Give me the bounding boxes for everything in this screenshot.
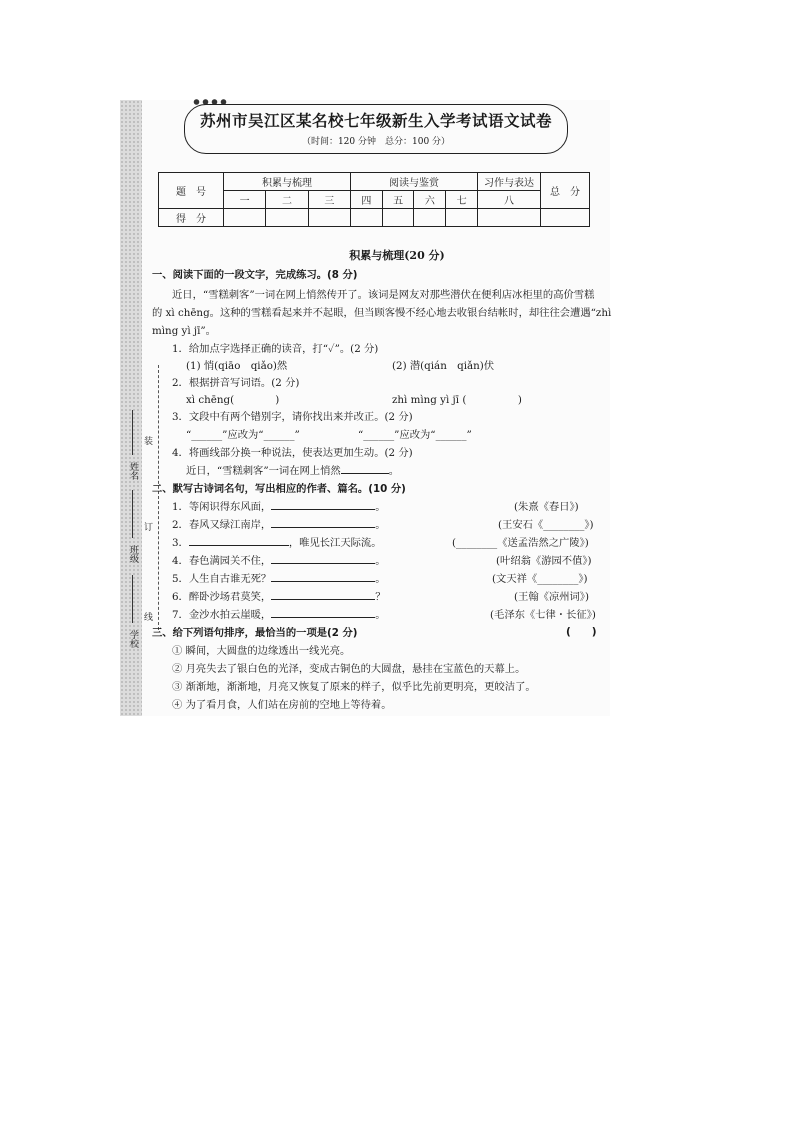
group-accumulation: 积累与梳理 [224,173,351,191]
q-num-2: 二 [266,191,308,209]
q1-passage-line-2: 的 xì chēng。这种的雪糕看起来并不起眼，但当顾客慢不经心地去收银台结帐时，却往往会遭遇“zhì [152,307,612,319]
q2-item-5-source[interactable]: (文天祥《________》) [492,573,588,585]
school-write-line[interactable] [132,575,133,623]
margin-xian: 线 [142,612,152,621]
q2-heading: 二、默写古诗词名句，写出相应的作者、篇名。(10 分) [152,483,406,495]
q2-item-3-text: 3． [172,537,189,549]
q2-item-2-blank[interactable] [271,517,375,528]
score-cell-5[interactable] [382,209,414,227]
q2-item-5 [172,570,386,585]
q3-item-2: ② 月亮失去了银白色的光泽，变成古铜色的大圆盘，悬挂在宝蓝色的天幕上。 [172,663,526,675]
q1-sub1-option-b[interactable]: (2) 潜(qián qiǎn)伏 [392,360,495,372]
q1-sub3-answer-b[interactable]: “______”应改为“______” [358,429,472,441]
margin-zhuang: 装 [142,436,152,445]
q2-item-2-end: 。 [375,519,386,531]
q1-sub4: 4．将画线部分换一种说法，使表达更加生动。(2 分) [172,447,413,459]
score-cell-2[interactable] [266,209,308,227]
q3-heading: 三、给下列语句排序，最恰当的一项是(2 分) [152,627,358,639]
score-cell-4[interactable] [350,209,382,227]
q-num-3: 三 [308,191,350,209]
q2-item-7-text: 7．金沙水拍云崖暖， [172,609,272,621]
q2-item-5-text: 5．人生自古谁无死？ [172,573,272,585]
margin-class-label: 班级 [128,545,138,563]
q2-item-4-text: 4．春色满园关不住， [172,555,272,567]
q1-heading: 一、阅读下面的一段文字，完成练习。(8 分) [152,269,358,281]
q2-item-4-source: (叶绍翁《游园不值》) [496,555,592,567]
score-cell-1[interactable] [224,209,266,227]
score-cell-8[interactable] [478,209,541,227]
margin-ding: 订 [142,522,152,531]
q2-item-1-source: (朱熹《春日》) [514,501,579,513]
q2-item-1-text: 1．等闲识得东风面， [172,501,272,513]
q2-item-1 [172,498,386,513]
q1-passage-line-3: mìng yì jī”。 [152,325,216,337]
q2-item-3-blank[interactable] [189,535,289,546]
q2-item-6-text: 6．醉卧沙场君莫笑， [172,591,272,603]
q2-item-4 [172,552,386,567]
q2-item-6 [172,588,386,603]
margin-name-label: 姓名 [128,462,138,480]
section-title: 积累与梳理(20 分) [349,249,445,262]
q2-item-6-blank[interactable] [271,589,375,600]
q2-item-7-source: (毛泽东《七律・长征》) [490,609,596,621]
q2-item-1-end: 。 [375,501,386,513]
row-label-question: 题 号 [159,173,224,209]
q1-sub3: 3．文段中有两个错别字，请你找出来并改正。(2 分) [172,411,413,423]
q1-sub4-blank[interactable] [341,463,389,474]
q1-sub4-prompt: 近日，“雪糕刺客”一词在网上悄然 。 [186,465,399,477]
q3-item-4: ④ 为了看月食，人们站在房前的空地上等待着。 [172,699,392,711]
group-reading: 阅读与鉴赏 [350,173,477,191]
q2-item-3 [172,534,382,549]
score-cell-7[interactable] [446,209,478,227]
q2-item-3-source[interactable]: (________《送孟浩然之广陵》) [452,537,589,549]
q-num-5: 五 [382,191,414,209]
q2-item-6-end: ？ [375,591,386,603]
q1-sub2: 2．根据拼音写词语。(2 分) [172,377,300,389]
q-num-1: 一 [224,191,266,209]
q-num-6: 六 [414,191,446,209]
q2-item-5-end: 。 [375,573,386,585]
q-num-7: 七 [446,191,478,209]
q1-sub4-text: 近日，“雪糕刺客”一词在网上悄然 [186,465,341,477]
q3-item-3: ③ 渐渐地，渐渐地，月亮又恢复了原来的样子，似乎比先前更明亮，更皎洁了。 [172,681,536,693]
q1-sub3-answer-a[interactable]: “______”应改为“______” [186,429,300,441]
q1-sub2-answer-b[interactable]: zhì mìng yì jī ( ) [392,394,522,406]
q2-item-7-blank[interactable] [271,607,375,618]
q-num-4: 四 [350,191,382,209]
exam-time-score: （时间：120 分钟 总分：100 分） [301,137,451,147]
score-cell-3[interactable] [308,209,350,227]
score-table [158,172,590,227]
q2-item-7 [172,606,386,621]
score-cell-6[interactable] [414,209,446,227]
group-writing: 习作与表达 [478,173,541,191]
q2-item-2 [172,516,386,531]
class-write-line[interactable] [132,490,133,538]
q-num-8: 八 [478,191,541,209]
name-write-line[interactable] [132,410,133,455]
q2-item-4-blank[interactable] [271,553,375,564]
margin-school-label: 学校 [128,630,138,648]
q2-item-5-blank[interactable] [271,571,375,582]
q2-item-7-end: 。 [375,609,386,621]
q2-item-2-text: 2．春风又绿江南岸， [172,519,272,531]
q2-item-2-source[interactable]: (王安石《________》) [498,519,594,531]
page-title: 苏州市吴江区某名校七年级新生入学考试语文试卷 [199,112,552,130]
q1-sub1: 1．给加点字选择正确的读音，打“✓”。(2 分) [172,343,379,355]
q1-passage-line-1: 近日，“雪糕刺客”一词在网上悄然传开了。该词是网友对那些潜伏在便利店冰柜里的高价雪糕 [172,289,595,301]
total-label: 总 分 [541,173,590,209]
title-box [184,104,568,154]
binding-strip [120,100,142,716]
q2-item-1-blank[interactable] [271,499,375,510]
q2-item-3-end: ，唯见长江天际流。 [288,537,382,549]
score-cell-total[interactable] [541,209,590,227]
q3-item-1: ① 瞬间，大圆盘的边缘透出一线光亮。 [172,645,351,657]
binding-dashed-line [158,365,159,630]
q2-item-6-source: (王翰《凉州词》) [514,591,589,603]
q2-item-4-end: 。 [375,555,386,567]
q1-sub1-option-a[interactable]: (1) 悄(qiāo qiǎo)然 [186,360,288,372]
q3-answer-bracket[interactable]: ( ) [566,626,597,638]
row-label-score: 得 分 [159,209,224,227]
q1-sub2-answer-a[interactable]: xì chēng( ) [186,394,280,406]
